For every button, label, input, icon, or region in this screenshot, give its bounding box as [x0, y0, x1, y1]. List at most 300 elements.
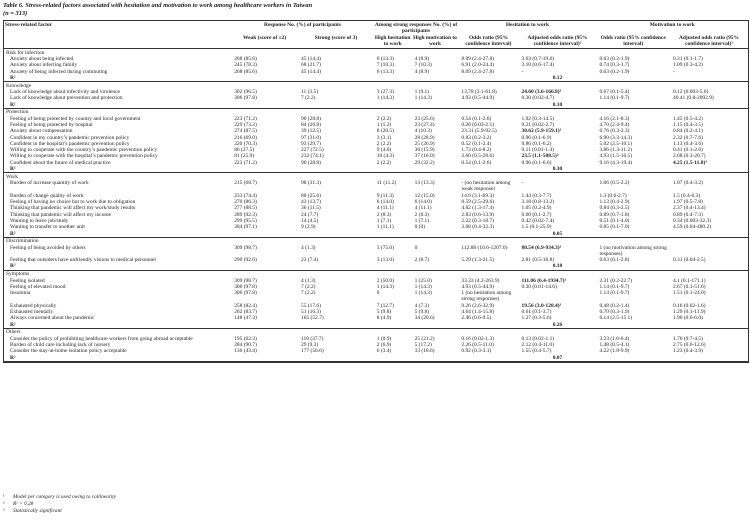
r-squared-hesitation: 0.12 [552, 74, 563, 81]
table-cell: 11 (3.5) [301, 88, 319, 95]
header-factor: Stress-related factor [5, 22, 53, 28]
table-cell: 1.73 (0.4-8.2) [461, 147, 492, 154]
table-cell [412, 75, 459, 82]
table-header [4, 21, 748, 49]
factor-label: Thinking that pandemic will affect my work/study results [10, 205, 136, 212]
table-body [4, 49, 748, 362]
table-cell: 80.54 (6.9-934.3)³ [521, 244, 562, 251]
table-cell: 33.33 (4.2-263.9) [461, 277, 500, 284]
table-cell: 0.96 (0.1-6.6) [521, 159, 552, 166]
table-cell: 9.26 (2.6-32.9) [461, 302, 494, 309]
table-cell: 8 (20.5) [376, 128, 394, 135]
table-cell: 0 [376, 290, 380, 297]
table-cell: 1.51 (0.1-24.0) [672, 290, 706, 297]
table-cell: 33 (18.6) [414, 348, 435, 355]
table-cell [231, 322, 298, 329]
table-cell: 0.51 (0.1-4.0) [599, 217, 630, 224]
header-response-group: Response No. (%) of participants [264, 22, 341, 28]
table-cell: 0.11 (0.01-1.4) [521, 147, 554, 154]
factor-label: Anxiety about compensation [10, 128, 73, 135]
factor-label: Anxiety of being infected during commuting [10, 68, 108, 75]
table-cell: 2 (50.0) [376, 277, 394, 284]
r-squared-row [4, 166, 748, 173]
table-cell [231, 231, 298, 238]
table-cell: 14.6 (3.1-69.3) [461, 192, 494, 199]
table-cell: 6 (14.0) [376, 199, 394, 206]
footnote-text: Statistically significant [13, 508, 62, 514]
factor-label: Confident about the future of medical practice [10, 159, 111, 166]
table-cell: 258 (82.4) [234, 302, 257, 309]
table-cell: 1 (no hesitation among strong responses) [461, 290, 512, 303]
table-cell: 1 (14.3) [376, 283, 394, 290]
r-squared-motivation [670, 166, 748, 173]
table-cell: 23.31 (5.9-92.5) [461, 128, 497, 135]
section-row [4, 270, 748, 277]
table-cell: 0.34 (0.003-32.3) [672, 217, 712, 224]
table-cell: 284 (90.7) [234, 342, 257, 349]
table-cell: 29 (9.3) [301, 342, 319, 349]
table-cell: 0.63 (0.1-2.8) [599, 257, 630, 264]
factor-label: Wanting to leave job/study [10, 217, 69, 224]
header-odds-ratio-hesitation: Odds ratio (95% confidence interval) [458, 35, 518, 49]
table-cell [458, 263, 518, 270]
table-cell: 0.63 (0.2-1.9) [599, 68, 630, 75]
table-cell: 2.32 (0.7-7.6) [672, 134, 703, 141]
table-cell: 0.54 (0.1-2.6) [461, 159, 492, 166]
table-cell: 0.52 (0.1-2.4) [461, 140, 492, 147]
table-cell: 136 (43.4) [234, 348, 257, 355]
table-cell: 1.90 (0.6-6.0) [672, 315, 703, 322]
table-cell: 7 (12.7) [376, 302, 394, 309]
table-cell: 1.23 (0.4-3.9) [672, 348, 703, 355]
table-cell: 36 (15.9) [414, 147, 435, 154]
section-row [4, 173, 748, 180]
table-cell: 0.70 (0.3-1.9) [599, 309, 630, 316]
table-cell [596, 75, 670, 82]
table-cell: 1.09 (0.3-4.2) [672, 62, 703, 69]
table-cell: 1.14 (0.1-9.7) [599, 95, 630, 102]
table-cell: 5.29 (1.3-21.5) [461, 257, 494, 264]
factor-label: Confident in my country’s pandemic prevention policy [10, 134, 130, 141]
table-cell: 223 (71.2) [234, 115, 257, 122]
table-cell: 1.5 (0.4-6.3) [672, 192, 701, 199]
table-cell: 13.78 (3.1-61.8) [461, 88, 497, 95]
table-cell [458, 322, 518, 329]
table-row [4, 180, 748, 193]
table-cell: 5 (9.8) [376, 309, 392, 316]
table-cell: 28 (28.9) [414, 134, 435, 141]
table-cell: 7 (2.2) [301, 290, 316, 297]
table-cell: 148 (47.3) [234, 315, 257, 322]
table-cell: 2.46 (0.6-9.5) [461, 315, 492, 322]
table-cell: 3.60 (0.5-28.6) [461, 153, 494, 160]
table-cell: 223 (71.2) [234, 159, 257, 166]
table-cell: 290 (92.6) [234, 257, 257, 264]
table-cell: 9 (11.3) [376, 192, 394, 199]
table-cell [519, 290, 597, 303]
table-cell: 0.92 (0.3-3.1) [461, 348, 492, 355]
table-cell: 1 (0.9) [376, 335, 392, 342]
r-squared-row [4, 263, 748, 270]
table-cell: 2 (2.2) [376, 140, 392, 147]
table-cell: 4.82 (1.3-17.4) [461, 205, 494, 212]
table-cell [412, 355, 459, 362]
table-cell: 6 (13.3) [376, 55, 394, 62]
table-cell: 24 (7.7) [301, 211, 319, 218]
factor-label: Anxiety about being infected [10, 55, 74, 62]
table-cell: 37 (16.0) [414, 153, 435, 160]
table-cell [596, 231, 670, 238]
table-cell: 4 (1.3) [301, 277, 316, 284]
table-cell: 306 (97.8) [234, 95, 257, 102]
table-cell: 1 (11.1) [376, 224, 394, 231]
r-squared-label: R² [10, 321, 16, 328]
table-cell: 4 (1.3) [301, 244, 316, 251]
table-cell: 1.92 (0.3-14.5) [521, 115, 555, 122]
table-cell [412, 322, 459, 329]
table-cell: 4.1 (0.1-171.1) [672, 277, 706, 284]
table-cell: 289 (92.3) [234, 211, 257, 218]
section-row [4, 82, 748, 89]
table-title: Table 6. Stress-related factors associated with hesitation and motivation to work among healthcare workers in Taiwan [3, 2, 313, 9]
factor-label: Burden of increase quantity of work [10, 180, 89, 187]
section-name: Discrimination [6, 238, 39, 245]
table-cell: 4 (11.1) [414, 205, 432, 212]
table-cell: 165 (52.7) [301, 315, 324, 322]
table-cell [298, 231, 374, 238]
table-cell: 0.21 (0.02-2.7) [521, 121, 555, 128]
table-cell: - [672, 68, 675, 75]
table-cell: 0.63 (0.2-1.9) [599, 55, 630, 62]
table-cell: 97 (31.0) [301, 134, 321, 141]
table-cell: 274 (87.5) [234, 128, 257, 135]
table-cell: 29 (32.2) [414, 159, 435, 166]
table-cell: 9.16 (4.3-19.4) [599, 159, 633, 166]
table-cell: 4 (8.9) [414, 68, 430, 75]
table-cell: 6.91 (2.0-24.4) [461, 62, 494, 69]
table-cell [458, 75, 518, 82]
table-cell: 5 (17.2) [414, 342, 432, 349]
table-cell: 1.55 (0.4-5.7) [521, 348, 552, 355]
table-cell: 0.26 (0.03-2.1) [461, 121, 494, 128]
table-cell: 2.31 (0.2-22.7) [599, 277, 633, 284]
table-cell [596, 355, 670, 362]
table-cell [374, 355, 412, 362]
table-cell [298, 75, 374, 82]
table-cell: 1.29 (0.1-11.9) [672, 309, 706, 316]
table-cell: 5.02 (2.5-10.1) [599, 140, 633, 147]
table-cell: 4 (7.3) [414, 302, 430, 309]
table-cell [231, 75, 298, 82]
footnote [3, 494, 116, 501]
table-cell: 1 (no motivation among strong responses) [599, 244, 667, 257]
table-cell: 262 (83.7) [234, 309, 257, 316]
r-squared-hesitation: 0.05 [552, 230, 563, 237]
table-cell: 0.31 (0.04-2.5) [672, 257, 706, 264]
table-cell: 2 (8.3) [414, 211, 430, 218]
r-squared-hesitation: 0.26 [552, 321, 563, 328]
table-cell: 7 (2.2) [301, 283, 316, 290]
factor-label: Feeling isolated [10, 277, 45, 284]
footnote-text: R² = 0.28 [13, 501, 34, 507]
table-cell: 25 (26.9) [414, 140, 435, 147]
table-cell: 4.16 (2.1-8.3) [599, 115, 630, 122]
table-cell [374, 322, 412, 329]
table-cell: 7 (2.2) [301, 95, 316, 102]
table-cell: 2 (2.2) [376, 115, 392, 122]
header-adjusted-odds-ratio-motivation: Adjusted odds ratio (95% confidence interval)² [670, 35, 748, 49]
table-cell: 10 (4.3) [376, 153, 394, 160]
table-cell: 2.26 (0.5-11.0) [461, 342, 494, 349]
header-weak: Weak (score of ≤2) [231, 35, 298, 49]
table-cell: 0.42 (0.02-7.4) [521, 217, 555, 224]
factor-label: Lack of knowledge about infectivity and virulence [10, 88, 120, 95]
table-cell: 8.09 (2.4-27.8) [461, 55, 494, 62]
table-cell: 2 (8.3) [376, 211, 392, 218]
table-cell: 0.30 (0.02-4.7) [521, 95, 555, 102]
table-cell: 111.06 (6.4-1934.7)³ [521, 277, 567, 284]
table-cell: 13 (13.3) [414, 180, 435, 187]
table-cell: 2.12 (0.4-11.0) [521, 342, 554, 349]
table-cell [458, 166, 518, 173]
table-cell: 268 (85.6) [234, 55, 257, 62]
table-cell: 24.60 (3.6-166.8)³ [521, 88, 562, 95]
table-cell: 1 (1.2) [376, 121, 392, 128]
table-cell: 90 (28.8) [301, 115, 321, 122]
table-cell: 232 (74.1) [301, 153, 324, 160]
table-cell: 39 (12.5) [301, 128, 321, 135]
table-cell: 93 (29.7) [301, 140, 321, 147]
table-cell: 6.14 (2.5-15.1) [599, 315, 633, 322]
table-cell: - (no hesitation among weak response) [461, 180, 511, 193]
table-cell: 2.83 (0.6-13.9) [461, 211, 494, 218]
factor-label: Anxiety about infecting family [10, 62, 78, 69]
table-cell: 81 (25.9) [234, 153, 255, 160]
table-cell: 302 (96.5) [234, 88, 257, 95]
table-cell: 2 (2.2) [376, 159, 392, 166]
table-cell: 0.16 (0.02-1.3) [461, 335, 494, 342]
section-row [4, 49, 748, 56]
table-cell [596, 102, 670, 109]
r-squared-row [4, 355, 748, 362]
table-cell [374, 263, 412, 270]
table-cell: 1 (14.3) [376, 95, 394, 102]
table-cell: 220 (70.3) [234, 140, 257, 147]
table-cell: 0.61 (0.1-3.7) [521, 309, 552, 316]
table-cell: 6 (13.3) [376, 68, 394, 75]
table-cell: 8.09 (2.4-27.8) [461, 68, 494, 75]
factor-label: Lack of knowledge about prevention and protection [10, 95, 123, 102]
r-squared-label: R² [10, 74, 16, 81]
section-row [4, 237, 748, 244]
table-cell [670, 245, 748, 258]
header-high-motivation: High motivation to work [413, 34, 457, 47]
table-cell: 304 (97.1) [234, 224, 257, 231]
table-cell: 118 (37.7) [301, 335, 324, 342]
table-cell: 1.13 (0.4-3.6) [672, 140, 703, 147]
factor-label: Consider the stay-at-home isolation policy acceptable [10, 348, 127, 355]
r-squared-motivation [670, 75, 748, 82]
table-cell: 8.59 (2.5-29.6) [461, 199, 494, 206]
header-motivation-group: Motivation to work [649, 22, 695, 28]
table-cell: 3 (3.1) [376, 134, 392, 141]
factor-label: Willing to cooperate with the country’s pandemic prevention policy [10, 147, 158, 154]
r-squared-motivation [670, 355, 748, 362]
footnote-mark: ² [3, 501, 5, 507]
table-cell: 3.18 (0.8-13.2) [521, 199, 555, 206]
table-cell: 309 (98.7) [234, 277, 257, 284]
table-cell: 277 (88.5) [234, 205, 257, 212]
table-cell: 4.64 (1.4-15.8) [461, 309, 494, 316]
footnote-text: Model per category is used owing to collinearity [13, 494, 117, 500]
table-cell: 227 (72.5) [301, 147, 324, 154]
r-squared-hesitation: 0.18 [552, 263, 563, 270]
r-squared-label: R² [10, 166, 16, 173]
table-cell [374, 102, 412, 109]
r-squared-label: R² [10, 230, 16, 237]
factor-label: Feeling that outsiders have unfriendly visions to medical personnel [10, 257, 156, 264]
section-row [4, 328, 748, 335]
table-cell: 1 (25.0) [414, 277, 432, 284]
table-cell: 2 (8.7) [414, 257, 430, 264]
table-cell: 1.3 (0.6-2.7) [599, 192, 627, 199]
factor-label: Consider the policy of prohibiting healthcare workers from going abroad acceptable [10, 335, 193, 342]
table-cell: 1.5 (0.1-25.9) [521, 224, 552, 231]
table-cell: 6 (14.0) [414, 199, 432, 206]
table-cell: 3.23 (1.6-6.4) [599, 335, 630, 342]
table-cell: 0.41 (0.1-2.6) [672, 147, 703, 154]
header-adjusted-odds-ratio-hesitation: Adjusted odds ratio (95% confidence interval)¹ [519, 35, 597, 49]
table-cell: 36 (11.5) [301, 205, 321, 212]
header-high-hesitation: High hesitation to work [374, 34, 411, 47]
r-squared-row [4, 322, 748, 329]
table-cell: 4.59 (0.04-480.2) [672, 224, 712, 231]
r-squared-row [4, 75, 748, 82]
table-cell: 0.30 (0.01-14.6) [521, 283, 557, 290]
r-squared-label: R² [10, 263, 16, 270]
table-cell: 245 (78.3) [234, 62, 257, 69]
table-cell: 30.62 (5.9-159.1)³ [521, 128, 562, 135]
table-cell: 3.68 (0.4-32.3) [461, 224, 494, 231]
table-cell: 86 (27.5) [234, 147, 255, 154]
table-cell: 0.84 (0.3-2.5) [599, 205, 630, 212]
table-cell [374, 166, 412, 173]
r-squared-row [4, 102, 748, 109]
table-cell [596, 322, 670, 329]
factor-label: Wanting to transfer to another unit [10, 224, 85, 231]
table-cell: 55 (17.6) [301, 302, 321, 309]
table-cell [458, 231, 518, 238]
table-cell: 1.06 (0.5-2.2) [599, 180, 630, 187]
table-cell [374, 75, 412, 82]
factor-label: Willing to cooperate with the hospital’s pandemic prevention policy [10, 153, 158, 160]
table-cell: 195 (62.3) [234, 335, 257, 342]
table-cell: 9 (4.0) [376, 147, 392, 154]
table-cell: 233 (74.4) [234, 192, 257, 199]
table-cell: 7 (10.3) [414, 62, 432, 69]
factor-label: Confident in the hospital’s pandemic prevention policy [10, 140, 130, 147]
factor-label: Always concerned about the pandemic [10, 315, 95, 322]
table-cell: 0.12 (0.003-5.0) [672, 88, 709, 95]
table-cell: 80 (25.6) [301, 192, 321, 199]
r-squared-label: R² [10, 101, 16, 108]
table-cell [412, 231, 459, 238]
factor-label: Burden of change quality of work [10, 192, 84, 199]
table-cell: 1.27 (0.3-5.6) [521, 315, 552, 322]
table-cell: 4.22 (1.8-9.9) [599, 348, 630, 355]
table-cell: 309 (98.7) [234, 244, 257, 251]
table-cell [231, 166, 298, 173]
table-cell: 4.25 (1.5-11.8)³ [672, 159, 707, 166]
table-footnotes [3, 494, 116, 515]
table-cell: 0.74 (0.3-1.7) [599, 62, 630, 69]
header-odds-ratio-motivation: Odds ratio (95% confidence interval) [596, 35, 670, 49]
table-cell: 0 (0) [414, 224, 426, 231]
table-cell: 1.44 (0.3-7.7) [521, 192, 552, 199]
header-hesitation-group: Hesitation to work [505, 22, 550, 28]
section-name: Protection [6, 109, 29, 116]
factor-label: Feeling of being protected by country and local government [10, 115, 141, 122]
table-cell [298, 102, 374, 109]
table-cell: 19.56 (3.0-128.4)³ [521, 302, 562, 309]
table-cell: 0.48 (0.2-1.4) [599, 302, 630, 309]
table-cell: 9 (2.9) [301, 224, 316, 231]
table-cell: 0.16 (0.02-1.6) [672, 302, 706, 309]
r-squared-motivation [670, 102, 748, 109]
table-cell: 0.84 (0.2-4.1) [672, 128, 703, 135]
footnote-mark: ¹ [3, 494, 5, 500]
table-cell: 25 (21.2) [414, 335, 435, 342]
table-cell: 23 (25.6) [414, 115, 435, 122]
factor-label: Feeling of elevated mood [10, 283, 66, 290]
table-cell: 14 (4.5) [301, 217, 319, 224]
table-cell: 0.76 (0.3-2.3) [599, 128, 630, 135]
section-row [4, 108, 748, 115]
table-cell: 0.89 (0.7-1.8) [599, 211, 630, 218]
table-cell: 4 (11.1) [376, 205, 394, 212]
r-squared-motivation [670, 322, 748, 329]
table-cell: 4.93 (0.5-44.9) [461, 95, 494, 102]
table-cell: 0.13 (0.02-1.1) [521, 335, 555, 342]
table-cell: 0.86 (0.1-6.2) [521, 140, 552, 147]
table-cell: 0.96 (0.1-6.9) [521, 134, 552, 141]
table-cell: 0.60 (0.1-2.7) [521, 211, 552, 218]
table-cell: 1 (7.1) [414, 217, 430, 224]
table-cell: 2.81 (0.5-16.8) [521, 257, 555, 264]
table-cell [298, 166, 374, 173]
table-cell: 3.63 (0.7-19.6) [521, 55, 555, 62]
table-cell: 306 (97.8) [234, 283, 257, 290]
table-cell: 98 (31.3) [301, 180, 321, 187]
table-cell: 8 (4.9) [376, 315, 392, 322]
table-cell: 299 (95.5) [234, 217, 257, 224]
r-squared-hesitation: 0.10 [552, 101, 563, 108]
table-row [4, 290, 748, 303]
table-cell [298, 263, 374, 270]
table-cell: - [521, 180, 524, 187]
table-cell: 1.14 (0.1-9.7) [599, 283, 630, 290]
factor-label: Exhausted mentally [10, 309, 54, 316]
table-cell: 0.83 (0.2-3.2) [461, 134, 492, 141]
header-strong: Strong (score of 3) [298, 35, 374, 49]
table-cell: 43 (13.7) [301, 199, 321, 206]
table-cell: 3.86 (1.3-11.2) [599, 147, 632, 154]
table-cell: 1.07 (0.4-3.2) [672, 180, 703, 187]
factor-label: Insomnia [10, 290, 31, 297]
data-table [4, 21, 748, 362]
factor-label: Burden of child care including lack of nursery [10, 342, 111, 349]
table-cell: 3 (27.3) [376, 88, 394, 95]
